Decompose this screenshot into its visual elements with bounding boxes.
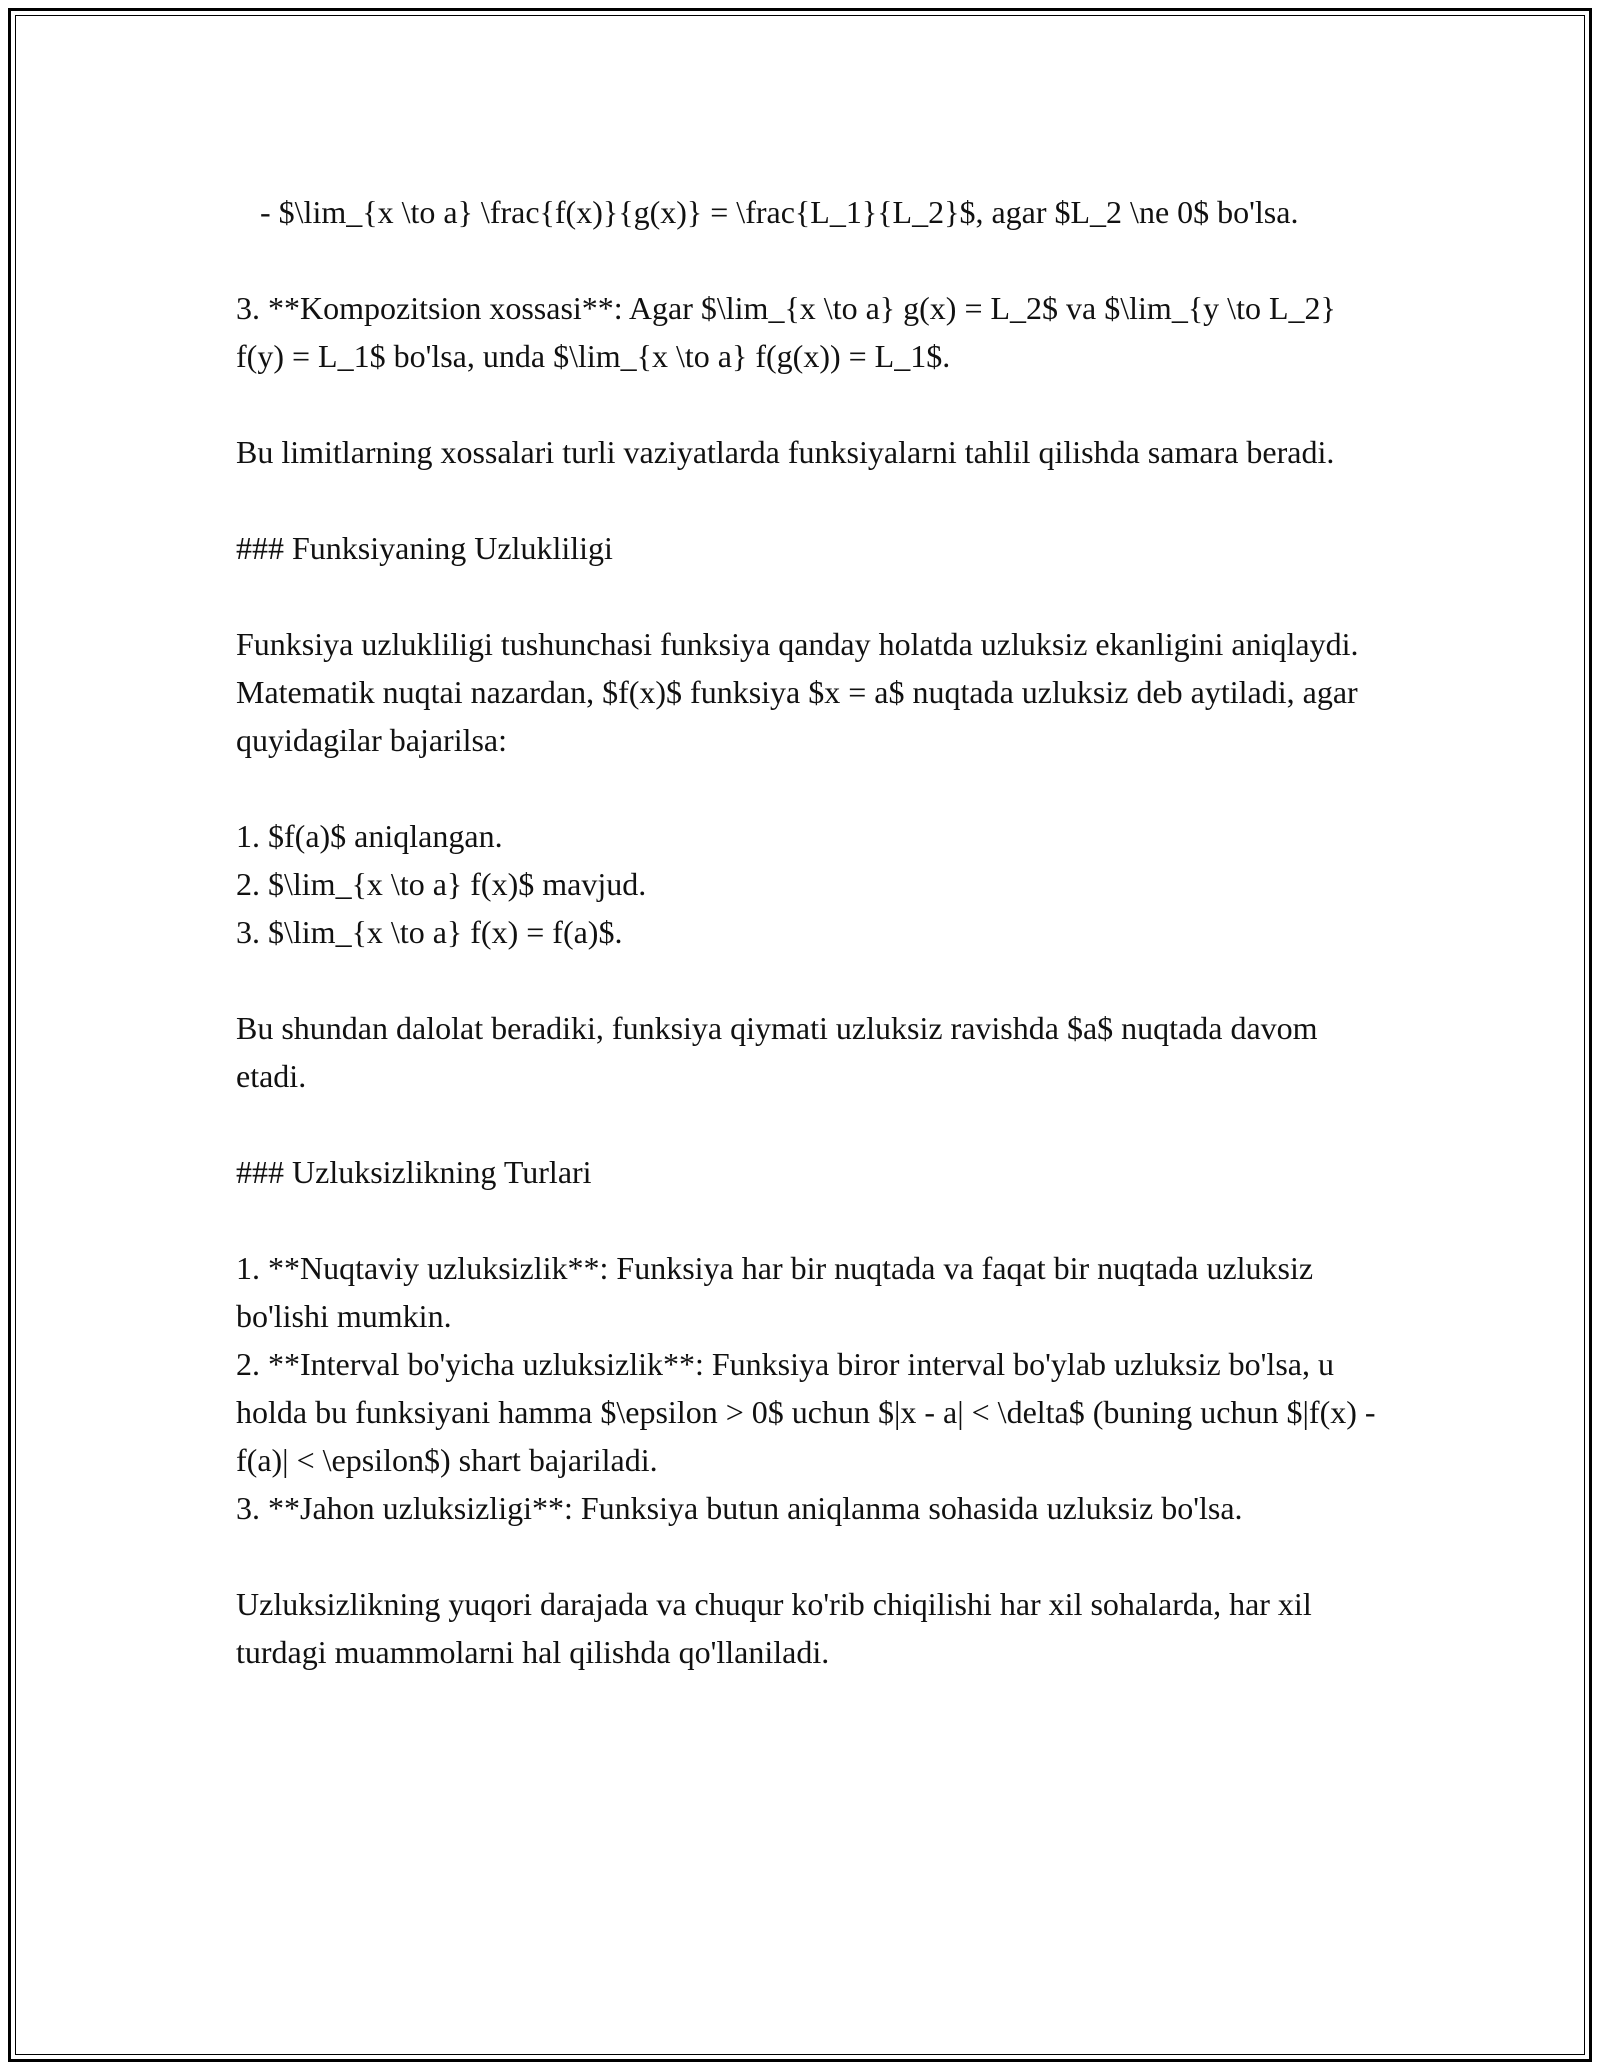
paragraph-continuity-definition: Funksiya uzlukliligi tushunchasi funksiya qanday holatda uzluksiz ekanligini aniqlaydi. Matematik nuqtai nazardan, $f(x)$ funksiya $x = a$ nuqtada uzluksiz deb aytiladi, agar quyidagilar bajarilsa: [236, 626, 1367, 758]
heading-continuity-types: ### Uzluksizlikning Turlari [236, 1154, 592, 1190]
list-continuity-conditions: 1. $f(a)$ aniqlangan. 2. $\lim_{x \to a} f(x)$ mavjud. 3. $\lim_{x \to a} f(x) = f(a)$. [236, 818, 647, 950]
list-continuity-types: 1. **Nuqtaviy uzluksizlik**: Funksiya har bir nuqtada va faqat bir nuqtada uzluksiz bo'lishi mumkin. 2. **Interval bo'yicha uzluksizlik**: Funksiya biror interval bo'ylab uzluksiz bo'lsa, u holda bu funksiyani hamma $\epsilon > 0$ uchun $|x - a| < \delta$ (buning uchun $|f(x) - f(a)| < \epsilon$) shart bajariladi. 3. **Jahon uzluksizligi**: Funksiya butun aniqlanma sohasida uzluksiz bo'lsa. [236, 1250, 1376, 1526]
document-body [236, 188, 1376, 1676]
paragraph-limits-summary: Bu limitlarning xossalari turli vaziyatlarda funksiyalarni tahlil qilishda samara beradi. [236, 434, 1335, 470]
paragraph-composition-property: 3. **Kompozitsion xossasi**: Agar $\lim_{x \to a} g(x) = L_2$ va $\lim_{y \to L_2} f(y) = L_1$ bo'lsa, unda $\lim_{x \to a} f(g(x)) = L_1$. [236, 290, 1344, 374]
heading-continuity: ### Funksiyaning Uzlukliligi [236, 530, 613, 566]
paragraph-continuity-meaning: Bu shundan dalolat beradiki, funksiya qiymati uzluksiz ravishda $a$ nuqtada davom etadi. [236, 1010, 1326, 1094]
paragraph-conclusion: Uzluksizlikning yuqori darajada va chuqur ko'rib chiqilishi har xil sohalarda, har xil turdagi muammolarni hal qilishda qo'llaniladi. [236, 1586, 1320, 1670]
paragraph-quotient-limit: - $\lim_{x \to a} \frac{f(x)}{g(x)} = \frac{L_1}{L_2}$, agar $L_2 \ne 0$ bo'lsa. [236, 194, 1299, 230]
